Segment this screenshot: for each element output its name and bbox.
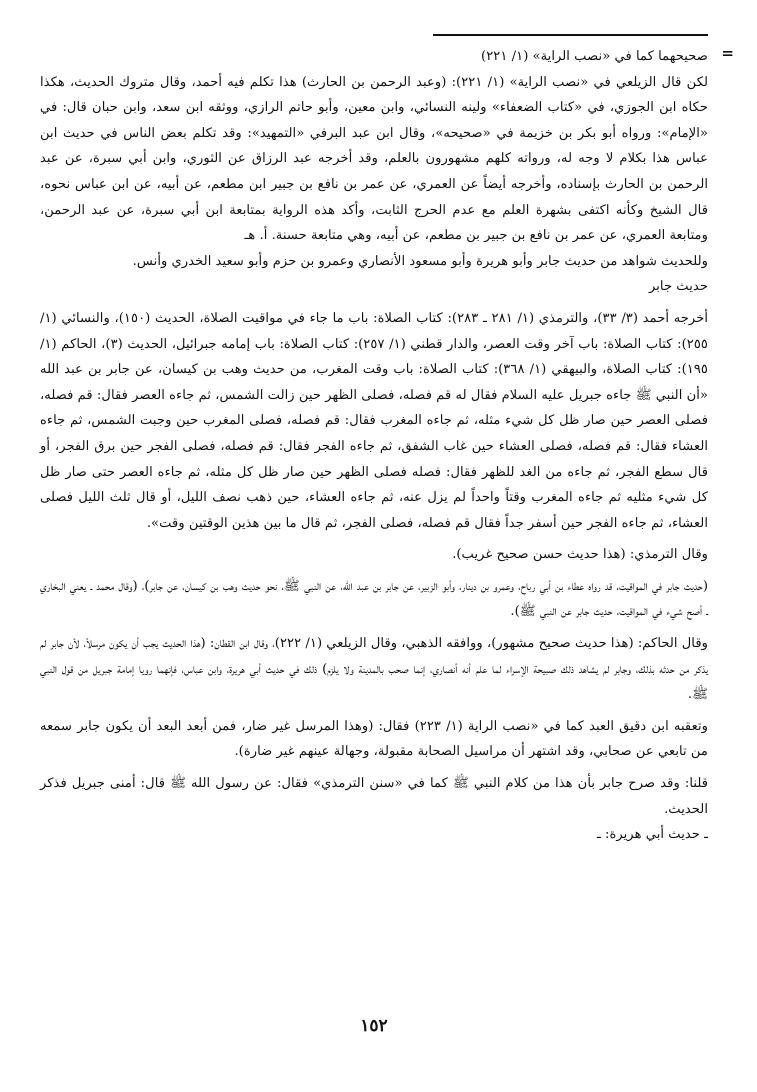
paragraph-qulna: قلنا: وقد صرح جابر بأن هذا من كلام النبي ﷺ كما في «سنن الترمذي» فقال: عن رسول الله ﷺ قال: أمنى جبريل فذكر الحديث. <box>40 776 708 817</box>
page <box>40 0 734 1092</box>
continuation-line: صحيحهما كما في «نصب الراية» (١/ ٢٢١) <box>481 49 708 64</box>
paragraph-hakim: وقال الحاكم: (هذا حديث صحيح مشهور)، ووافقه الذهبي، وقال الزيلعي (١/ ٢٢٢)، وقال ابن القطان: (هذا الحديث يجب أن يكون مرسلاً، لأن جابر لم يذكر من حدثه بذلك، وجابر لم يشاهد ذلك صبيحة الإسراء لما علم أنه أنصاري، إنما صحب بالمدينة ولا يلزم) ذلك في حديث أبي هريرة، وابن عباس، فإنهما رويا إمامة جبريل من قول النبي ﷺ. <box>40 636 708 703</box>
continuation-mark: = <box>721 44 734 62</box>
heading-jabir: حديث جابر <box>648 279 708 295</box>
heading-abu-hurayra: ـ حديث أبي هريرة: ـ <box>596 827 708 843</box>
paragraph-zaylai: لكن قال الزيلعي في «نصب الراية» (١/ ٢٢١): (وعبد الرحمن بن الحارث) هذا تكلم فيه أحمد، وقال متروك الحديث، هكذا حكاه ابن الجوزي، في «كتاب الضعفاء» ولينه النسائي، وابن معين، وأبو حاتم الرازي، ووثقه ابن سعد، وابن حبان قال: في «الإمام»: ورواه أبو بكر بن خزيمة في «صحيحه»، وقال ابن عبد البرفي «التمهيد»: وقد تكلم بعض الناس في حديث ابن عباس هذا بكلام لا وجه له، ورواته كلهم مشهورون بالعلم، وقد أخرجه عبد الرزاق عن الثوري، وابن أبي سبرة، عن عبد الرحمن بن الحارث بإسناده، وأخرجه أيضاً عن العمري، عن عمر بن نافع بن جبير ابن مطعم، عن أبيه، عن ابن عباس نحوه، قال الشيخ وكأنه اكتفى بشهرة العلم مع عدم الحرج الثابت، وأكد هذه الرواية بمتابعة ابن أبي سبرة، عن عبد الرحمن، ومتابعة العمري، عن عمر بن نافع بن جبير بن مطعم، عن أبيه، وهي متابعة حسنة. أ. هـ <box>40 74 708 244</box>
paragraph-takhrij-jabir: أخرجه أحمد (٣/ ٣٣)، والترمذي (١/ ٢٨١ ـ ٢٨٣): كتاب الصلاة: باب ما جاء في مواقيت الصلاة، الحديث (١٥٠)، والنسائي (١/ ٢٥٥): كتاب الصلاة: باب آخر وقت العصر، والدار قطني (١/ ٢٥٧): كتاب الصلاة: باب إمامه جبرائيل، الحديث (٣)، الحاكم (١/ ١٩٥): كتاب الصلاة، والبيهقي (١/ ٣٦٨): كتاب الصلاة: باب وقت المغرب، من حديث وهب بن كيسان، عن جابر بن عبد الله «أن النبي ﷺ جاءه جبريل عليه السلام فقال له قم فصله، فصلى الظهر حين زالت الشمس، ثم جاءه العصر فقال: قم فصله، فصلى العصر حين صار ظل كل شيء مثله، ثم جاءه المغرب فقال: قم فصله، فصلى المغرب حين وجبت الشمس، ثم جاءه العشاء فقال: قم فصله، فصلى العشاء حين غاب الشفق، ثم جاءه الفجر فقال: قم فصله، فصلى الفجر حين برق الفجر، أو قال سطع الفجر، ثم جاءه من الغد للظهر فقال: فصله فصلى الظهر حين صار ظل كل مثله، ثم جاءه العصر حتى صار ظل كل شيء مثليه ثم جاءه المغرب وقتاً واحداً لم يزل عنه، ثم جاءه العشاء، حين ذهب نصف الليل، أو قال ثلث الليل فصلى العشاء، ثم جاءه الفجر حين أسفر جداً فقال قم فصله، فصلى الفجر، ثم قال ما بين هذين الوقتين وقت». <box>40 310 709 531</box>
footnote-body <box>40 44 708 848</box>
paragraph-jabir-mawaqit: (حديث جابر في المواقيت، قد رواه عطاء بن أبي رباح، وعمرو بن دينار، وأبو الزبير، عن جابر بن عبد الله، عن النبي ﷺ، نحو حديث وهب بن كيسان، عن جابر)، (وقال محمد ـ يعني البخاري ـ أصح شيء في المواقيت، حديث جابر عن النبي ﷺ). <box>40 578 708 620</box>
paragraph-ibn-daqiq: وتعقبه ابن دقيق العبد كما في «نصب الراية (١/ ٢٢٣) فقال: (وهذا المرسل غير ضار، فمن أبعد البعد أن يكون جابر سمعه من تابعي عن صحابي، وقد اشتهر أن مراسيل الصحابة مقبولة، وجهالة عينهم غير ضارة). <box>40 718 709 760</box>
paragraph-tirmidhi: وقال الترمذي: (هذا حديث حسن صحيح غريب). <box>452 547 708 563</box>
top-rule <box>433 34 708 36</box>
page-number: ١٥٢ <box>360 1016 388 1036</box>
paragraph-shawahid: وللحديث شواهد من حديث جابر وأبو هريرة وأبو مسعود الأنصاري وعمرو بن حزم وأبو سعيد الخدري وأنس. <box>132 253 708 269</box>
